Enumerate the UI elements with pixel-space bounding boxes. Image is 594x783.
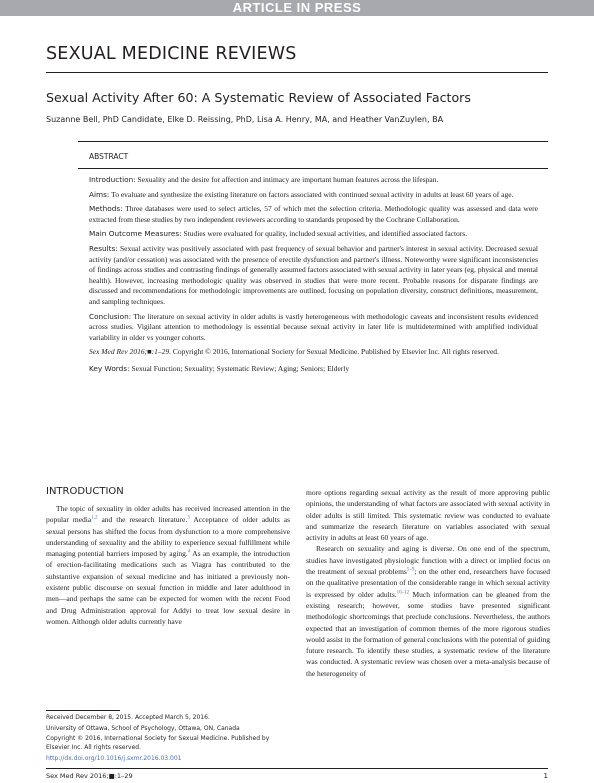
abstract-body bbox=[89, 175, 538, 375]
paragraph-text: The topic of sexuality in older adults has received increased attention in the popular media bbox=[46, 504, 290, 525]
keywords-list: Sexual Function; Sexuality; Systematic Review; Aging; Seniors; Elderly bbox=[131, 363, 350, 373]
journal-title: SEXUAL MEDICINE REVIEWS bbox=[46, 44, 297, 64]
copyright: Copyright © 2016, International Society for Sexual Medicine. Published by Elsevier Inc. All rights reserved. bbox=[46, 735, 270, 752]
abstract-text: Sexuality and the desire for affection and intimacy are important human features across the lifespan. bbox=[137, 175, 439, 184]
abstract-text: Sexual activity was positively associated with past frequency of sexual behavior and partner's interest in sexual activity. Decreased sexual activity (and/or cessation) was associated with the presence of erectile dysfunction and partner's illness. Noteworthy were significant inconsistencies of findings across studies and contrasting findings of generally assumed factors associated with sexual activity in later years (eg, physical and mental health). However, increasing methodologic quality was observed in studies that were more recent. Probable reasons for disparate findings are discussed and recommendations for methodologic improvements are outlined, focusing on population diversity, construct definitions, measurement, and sampling techniques. bbox=[89, 243, 539, 306]
paragraph-text: ; on the other end, researchers have focused on the qualitative presentation of the considerable range in which sexual activity is expressed by older adults. bbox=[306, 567, 550, 599]
abstract-conclusion bbox=[89, 312, 538, 344]
reference-link[interactable]: 3 bbox=[187, 515, 190, 521]
right-column bbox=[306, 487, 550, 679]
abstract-text: The literature on sexual activity in older adults is vastly heterogeneous with methodologic caveats and inconsistent results evidenced across studies. Vigilant attention to methodology is essential because sexual activity in later life is multidetermined with amplified individual variability in older vs younger cohorts. bbox=[89, 311, 538, 342]
footer-citation: Sex Med Rev 2016;■:1–29 bbox=[46, 772, 133, 780]
abstract-text: To evaluate and synthesize the existing literature on factors associated with continued sexual activity in adults at least 60 years of age. bbox=[111, 189, 514, 199]
abstract-text: Studies were evaluated for quality, included sexual activities, and identified associated factors. bbox=[183, 229, 468, 239]
abstract-box bbox=[78, 141, 548, 476]
paragraph-text: Acceptance of older adults as sexual persons has shifted the focus from dysfunction to a more comprehensive understanding of sexuality and the ability to experience sexual fulfillment while managing potential barriers imposed by aging. bbox=[46, 515, 290, 559]
citation-copyright: Copyright © 2016, International Society for Sexual Medicine. Published by Elsevier Inc. All rights reserved. bbox=[171, 347, 499, 357]
reference-link[interactable]: 5–9 bbox=[406, 567, 415, 573]
keywords bbox=[89, 364, 538, 375]
abstract-label: Methods: bbox=[89, 204, 123, 214]
abstract-heading: ABSTRACT bbox=[89, 152, 129, 161]
keywords-label: Key Words: bbox=[89, 363, 130, 373]
footnotes bbox=[46, 714, 290, 766]
introduction-heading: INTRODUCTION bbox=[46, 486, 124, 497]
received-dates: Received December 8, 2015. Accepted March 5, 2016. bbox=[46, 714, 210, 721]
left-column bbox=[46, 503, 290, 627]
affiliation: University of Ottawa, School of Psychology, Ottawa, ON, Canada bbox=[46, 724, 240, 732]
citation-journal-ref: Sex Med Rev 2016;■:1–29. bbox=[89, 347, 171, 357]
paragraph-text: Research on sexuality and aging is diverse. On one end of the spectrum, studies have investigated physiologic function with a direct or implied focus on the treatment of sexual problems bbox=[306, 544, 550, 577]
paragraph bbox=[306, 543, 550, 679]
doi-link[interactable]: http://dx.doi.org/10.1016/j.sxmr.2016.03.001 bbox=[46, 754, 182, 762]
reference-link[interactable]: 10–12 bbox=[396, 590, 410, 596]
header-rule bbox=[46, 72, 548, 73]
abstract-label: Aims: bbox=[89, 189, 110, 199]
abstract-methods bbox=[89, 204, 538, 225]
paragraph-text: Much information can be gleaned from the existing research; however, some studies have presented significant methodologic shortcomings that preclude conclusions. Nevertheless, the authors expected that an investigation of common themes of the more rigorous studies would assist in the formation of general conclusions with the potential of guiding future research. To identify these studies, a systematic review of the literature was conducted. A systematic review was chosen over a meta-analysis because of the heterogeneity of bbox=[306, 589, 550, 678]
abstract-rule bbox=[78, 168, 548, 169]
abstract-label: Main Outcome Measures: bbox=[89, 229, 182, 239]
abstract-label: Conclusion: bbox=[89, 311, 132, 321]
article-in-press-banner: ARTICLE IN PRESS bbox=[0, 0, 594, 16]
abstract-label: Introduction: bbox=[89, 175, 136, 184]
paragraph: more options regarding sexual activity as the result of more approving public opinions, the understanding of what factors are associated with sexual activity in older adults is still limited. This systematic review was conducted to evaluate and summarize the research literature on variables associated with sexual activity in adults at least 60 years of age. bbox=[306, 488, 550, 543]
reference-link[interactable]: 1,2 bbox=[91, 515, 98, 521]
article-authors: Suzanne Bell, PhD Candidate, Elke D. Reissing, PhD, Lisa A. Henry, MA, and Heather VanZuylen, BA bbox=[46, 115, 444, 124]
abstract-results bbox=[89, 244, 538, 308]
paragraph bbox=[46, 503, 290, 627]
footer-rule bbox=[46, 768, 548, 769]
abstract-aims bbox=[89, 190, 538, 201]
footnote-rule bbox=[46, 710, 120, 711]
abstract-text: Three databases were used to select articles, 57 of which met the selection criteria. Methodologic quality was assessed and data were extracted from these studies by two independent reviewers according to standards proposed by the Cochrane Collaboration. bbox=[89, 204, 538, 224]
paragraph-text: and the research literature. bbox=[97, 515, 188, 525]
reference-link[interactable]: 4 bbox=[187, 549, 191, 555]
article-title: Sexual Activity After 60: A Systematic Review of Associated Factors bbox=[46, 90, 471, 105]
abstract-introduction bbox=[89, 175, 538, 186]
page-number: 1 bbox=[543, 772, 548, 780]
paragraph-text: As an example, the introduction of erection-facilitating medications such as Viagra has contributed to the substantive expansion of sexual medicine and has initiated a previously non-existent public discourse on sexual function in middle and later adulthood in men—and perhaps the same can be expected for women with the recent Food and Drug Administration approval for Addyi to treat low sexual desire in women. Although older adults currently have bbox=[46, 549, 290, 626]
abstract-main-outcome-measures bbox=[89, 229, 538, 240]
abstract-citation bbox=[89, 347, 538, 358]
abstract-label: Results: bbox=[89, 243, 118, 253]
